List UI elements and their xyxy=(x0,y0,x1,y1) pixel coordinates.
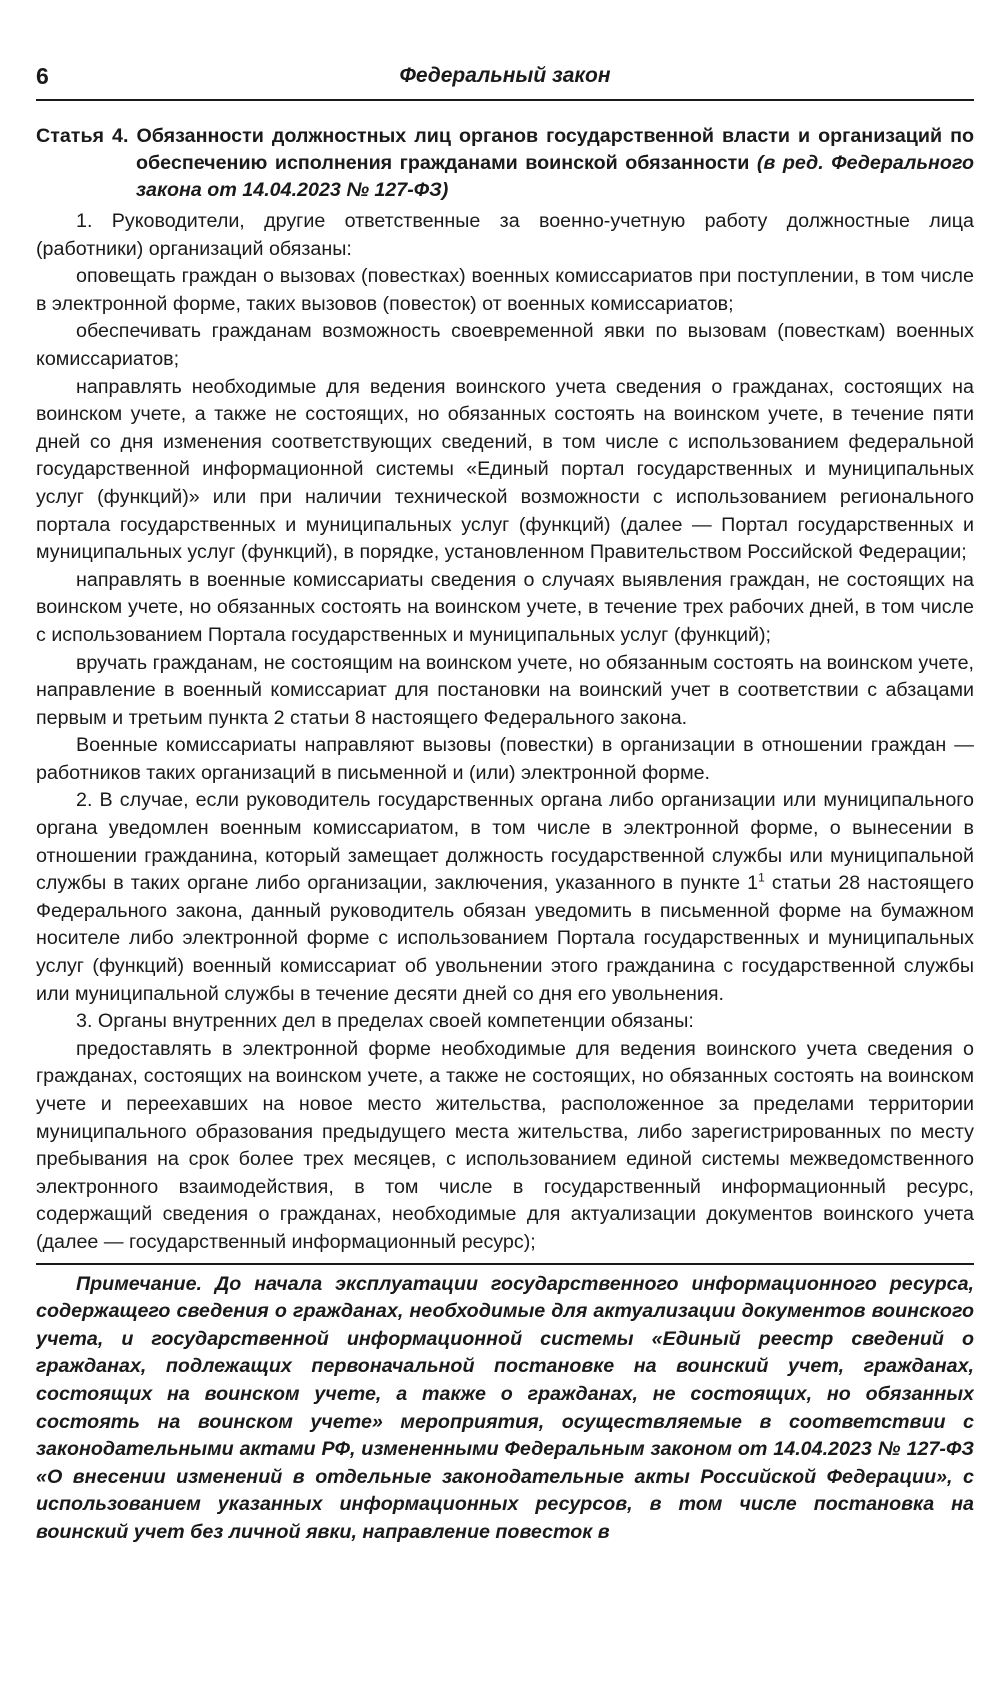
note-text: До начала эксплуатации государственного информационного ресурса, содержащего сведения о гражданах, необходимые для актуализации документов воинского учета, и государственной информационной системы «Единый реестр сведений о гражданах, подлежащих первоначальной постановке на воинский учет, гражданах, состоящих на воинском учете, а также о гражданах, не состоящих, но обязанных состоять на воинском учете» мероприятия, осуществляемые в соответствии с законодательными актами РФ, измененными Федеральным законом от 14.04.2023 № 127-ФЗ «О внесении изменений в отдельные законодательные акты Российской Федерации», с использованием указанных информационных ресурсов, в том числе постановка на воинский учет без личной явки, направление повесток в xyxy=(36,1272,974,1543)
note-divider xyxy=(36,1263,974,1265)
footnote-mark: 1 xyxy=(758,870,765,885)
note-block xyxy=(36,1271,974,1547)
paragraph: направлять необходимые для ведения воинского учета сведения о гражданах, состоящих на воинском учете, а также не состоящих, но обязанных состоять на воинском учете, в течение пяти дней со дня изменения соответствующих сведений, в том числе с использованием федеральной государственной информационной системы «Единый портал государственных и муниципальных услуг (функций)» или при наличии технической возможности с использованием регионального портала государственных и муниципальных услуг (функций) (далее — Портал государственных и муниципальных услуг (функций), в порядке, установленном Правительством Российской Федерации; xyxy=(36,375,974,564)
article-heading xyxy=(36,123,974,204)
note-label: Примечание. xyxy=(76,1272,202,1295)
paragraph: вручать гражданам, не состоящим на воинском учете, но обязанным состоять на воинском учете, направление в военный комиссариат для постановки на воинский учет в соответствии с абзацами первым и третьим пункта 2 статьи 8 настоящего Федерального закона. xyxy=(36,651,974,729)
paragraph-section-2 xyxy=(36,787,974,1008)
paragraph: оповещать граждан о вызовах (повестках) военных комиссариатов при поступлении, в том числе в электронной форме, таких вызовов (повесток) от военных комиссариатов; xyxy=(36,265,974,315)
running-header xyxy=(36,55,974,101)
running-title: Федеральный закон xyxy=(399,64,611,87)
paragraph: направлять в военные комиссариаты сведения о случаях выявления граждан, не состоящих на воинском учете, но обязанных состоять на воинском учете, в течение трех рабочих дней, в том числе с использованием Портала государственных и муниципальных услуг (функций); xyxy=(36,568,974,646)
paragraph-text: статьи 28 настоящего Федерального закона, данный руководитель обязан уведомить в письменной форме на бумажном носителе либо электронной форме с использованием Портала государственных и муниципальных услуг (функций) военный комиссариат об увольнении этого гражданина с государственной службы или муниципальной службы в течение десяти дней со дня его увольнения. xyxy=(36,872,974,1005)
article-amendment-note: (в ред. Федерального закона от 14.04.2023 № 127-ФЗ) xyxy=(136,152,974,201)
paragraph: Военные комиссариаты направляют вызовы (повестки) в организации в отношении граждан — работников таких организаций в письменной и (или) электронной форме. xyxy=(36,734,974,784)
paragraph-text: 2. В случае, если руководитель государственных органа либо организации или муниципального органа уведомлен военным комиссариатом, в том числе в электронной форме, о вынесении в отношении гражданина, который замещает должность государственной службы или муниципальной службы в таких органе либо организации, заключения, указанного в пункте 1 xyxy=(36,789,974,895)
article-title: Статья 4. Обязанности должностных лиц органов государственной власти и организаций по обеспечению исполнения гражданами воинской обязанности xyxy=(36,125,974,174)
paragraph: 1. Руководители, другие ответственные за военно-учетную работу должностные лица (работники) организаций обязаны: xyxy=(36,210,974,260)
paragraph: 3. Органы внутренних дел в пределах своей компетенции обязаны: xyxy=(76,1010,694,1033)
article-body xyxy=(36,208,974,1257)
paragraph: предоставлять в электронной форме необходимые для ведения воинского учета сведения о гражданах, состоящих на воинском учете, а также не состоящих, но обязанных состоять на воинском учете и переехавших на новое место жительства, расположенное за пределами территории муниципального образования предыдущего места жительства, либо зарегистрированных по месту пребывания на срок более трех месяцев, с использованием единой системы межведомственного электронного взаимодействия, в том числе в государственный информационный ресурс, содержащий сведения о гражданах, необходимые для актуализации документов воинского учета (далее — государственный информационный ресурс); xyxy=(36,1037,974,1253)
document-page xyxy=(36,55,974,1655)
paragraph: обеспечивать гражданам возможность своевременной явки по вызовам (повесткам) военных комиссариатов; xyxy=(36,320,974,370)
page-number: 6 xyxy=(36,63,49,89)
